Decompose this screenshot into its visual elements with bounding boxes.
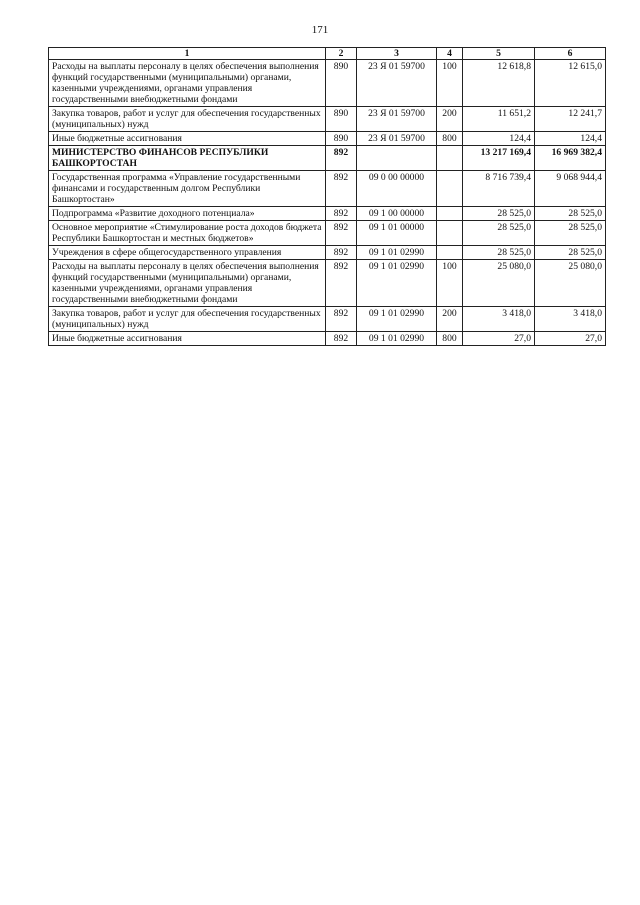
row-code-cell: 892 — [326, 146, 357, 171]
table-row — [49, 132, 606, 146]
row-expense-type-cell: 100 — [437, 260, 463, 307]
table-row — [49, 60, 606, 107]
row-name-cell: Иные бюджетные ассигнования — [49, 332, 326, 346]
row-target-article-cell: 09 0 00 00000 — [357, 171, 437, 207]
row-amount-year1-cell: 124,4 — [463, 132, 535, 146]
row-amount-year1-cell: 28 525,0 — [463, 221, 535, 246]
row-amount-year2-cell: 16 969 382,4 — [535, 146, 606, 171]
row-target-article-cell: 09 1 00 00000 — [357, 207, 437, 221]
row-amount-year1-cell: 11 651,2 — [463, 107, 535, 132]
row-amount-year2-cell: 28 525,0 — [535, 246, 606, 260]
table-header-row — [49, 48, 606, 60]
row-name-cell: Государственная программа «Управление государственными финансами и государственным долгом Республики Башкортостан» — [49, 171, 326, 207]
row-amount-year1-cell: 12 618,8 — [463, 60, 535, 107]
row-amount-year1-cell: 28 525,0 — [463, 246, 535, 260]
table-row — [49, 107, 606, 132]
row-code-cell: 890 — [326, 107, 357, 132]
row-name-cell: Учреждения в сфере общегосударственного управления — [49, 246, 326, 260]
row-name-cell: Подпрограмма «Развитие доходного потенциала» — [49, 207, 326, 221]
row-amount-year2-cell: 12 615,0 — [535, 60, 606, 107]
row-expense-type-cell — [437, 207, 463, 221]
row-code-cell: 892 — [326, 171, 357, 207]
table-body — [49, 60, 606, 346]
row-amount-year2-cell: 12 241,7 — [535, 107, 606, 132]
row-code-cell: 892 — [326, 221, 357, 246]
table-row — [49, 307, 606, 332]
row-expense-type-cell — [437, 221, 463, 246]
row-amount-year1-cell: 25 080,0 — [463, 260, 535, 307]
page-number: 171 — [311, 24, 329, 36]
row-code-cell: 890 — [326, 60, 357, 107]
row-code-cell: 890 — [326, 132, 357, 146]
row-amount-year2-cell: 28 525,0 — [535, 207, 606, 221]
row-name-cell: Расходы на выплаты персоналу в целях обеспечения выполнения функций государственными (муниципальными) органами, казенными учреждениями, органами управления государственными внебюджетными фондами — [49, 260, 326, 307]
table-row — [49, 146, 606, 171]
row-target-article-cell: 23 Я 01 59700 — [357, 132, 437, 146]
row-name-cell: Закупка товаров, работ и услуг для обеспечения государственных (муниципальных) нужд — [49, 107, 326, 132]
row-amount-year2-cell: 3 418,0 — [535, 307, 606, 332]
row-code-cell: 892 — [326, 207, 357, 221]
row-expense-type-cell: 200 — [437, 307, 463, 332]
row-name-cell: МИНИСТЕРСТВО ФИНАНСОВ РЕСПУБЛИКИ БАШКОРТОСТАН — [49, 146, 326, 171]
row-expense-type-cell — [437, 146, 463, 171]
row-amount-year1-cell: 27,0 — [463, 332, 535, 346]
table-row — [49, 332, 606, 346]
row-expense-type-cell: 800 — [437, 132, 463, 146]
table-row — [49, 260, 606, 307]
column-header: 3 — [357, 48, 437, 60]
budget-table — [48, 47, 606, 346]
table-row — [49, 171, 606, 207]
row-code-cell: 892 — [326, 246, 357, 260]
row-target-article-cell: 09 1 01 02990 — [357, 307, 437, 332]
row-name-cell: Расходы на выплаты персоналу в целях обеспечения выполнения функций государственными (муниципальными) органами, казенными учреждениями, органами управления государственными внебюджетными фондами — [49, 60, 326, 107]
row-amount-year1-cell: 3 418,0 — [463, 307, 535, 332]
column-header: 6 — [535, 48, 606, 60]
row-name-cell: Закупка товаров, работ и услуг для обеспечения государственных (муниципальных) нужд — [49, 307, 326, 332]
table-row — [49, 207, 606, 221]
row-code-cell: 892 — [326, 260, 357, 307]
column-header: 2 — [326, 48, 357, 60]
row-expense-type-cell: 800 — [437, 332, 463, 346]
row-target-article-cell: 09 1 01 00000 — [357, 221, 437, 246]
row-target-article-cell: 09 1 01 02990 — [357, 332, 437, 346]
row-amount-year2-cell: 25 080,0 — [535, 260, 606, 307]
row-target-article-cell: 23 Я 01 59700 — [357, 107, 437, 132]
row-code-cell: 892 — [326, 332, 357, 346]
row-expense-type-cell: 200 — [437, 107, 463, 132]
row-expense-type-cell: 100 — [437, 60, 463, 107]
row-target-article-cell: 09 1 01 02990 — [357, 260, 437, 307]
row-expense-type-cell — [437, 246, 463, 260]
row-target-article-cell — [357, 146, 437, 171]
row-name-cell: Иные бюджетные ассигнования — [49, 132, 326, 146]
row-amount-year2-cell: 9 068 944,4 — [535, 171, 606, 207]
row-target-article-cell: 23 Я 01 59700 — [357, 60, 437, 107]
table-row — [49, 246, 606, 260]
row-amount-year1-cell: 28 525,0 — [463, 207, 535, 221]
row-amount-year2-cell: 28 525,0 — [535, 221, 606, 246]
column-header: 1 — [49, 48, 326, 60]
row-amount-year1-cell: 13 217 169,4 — [463, 146, 535, 171]
row-amount-year2-cell: 124,4 — [535, 132, 606, 146]
column-header: 4 — [437, 48, 463, 60]
row-target-article-cell: 09 1 01 02990 — [357, 246, 437, 260]
row-amount-year2-cell: 27,0 — [535, 332, 606, 346]
row-amount-year1-cell: 8 716 739,4 — [463, 171, 535, 207]
table-row — [49, 221, 606, 246]
row-code-cell: 892 — [326, 307, 357, 332]
row-name-cell: Основное мероприятие «Стимулирование роста доходов бюджета Республики Башкортостан и местных бюджетов» — [49, 221, 326, 246]
row-expense-type-cell — [437, 171, 463, 207]
column-header: 5 — [463, 48, 535, 60]
